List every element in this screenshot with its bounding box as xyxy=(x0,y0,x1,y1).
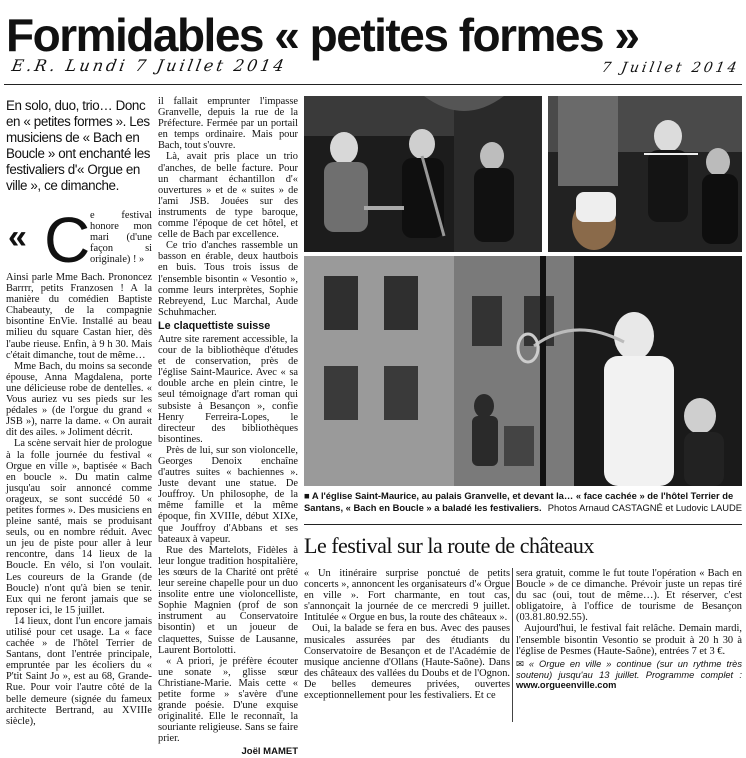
promo-text: « Orgue en ville » continue (sur un rythme très soutenu) jusqu'au 13 juillet. Programme complet : xyxy=(516,658,743,680)
column-4 xyxy=(516,568,742,691)
col3-paragraph: Oui, la balade se fera en bus. Avec des pauses musicales assurées par des étudiants du Conservatoire de Besançon et de l'Académie de musique ancienne d'Ollans (Haute-Saône). Dans des châteaux des vallées du Doubs et de l'Ognon. De belles demeures privées, ouvertes exceptionnellement pour les festivaliers. Et ce xyxy=(304,623,510,702)
col3-paragraph: « Un itinéraire surprise ponctué de petits concerts », annoncent les organisateurs d'« Orgue en ville ». Fort charmante, en tout cas, s'annonçait la journée de ce mercredi 9 juillet. Intitulée « Orgue en bus, la route des châteaux ». xyxy=(304,568,510,624)
photo-cello-duo xyxy=(548,96,742,252)
col1-paragraph: La scène servait hier de prologue à la folle journée du festival « Orgue en ville », baptisée « Bach en boucle ». Du matin calme jusqu'au soir annoncé comme orageux, se sont succédé 50 « petites formes ». Des musiciens en pleine santé, mais se produisant seuls, ou en nombre réduit. Avec un jeu de piste pour aller à leur rencontre, dans 14 lieux de la Boucle. En vélo, si l'on voulait. Les coureurs de la Grande (de Boucle) n'ont qu'à bien se tenir. Eux qui ne feront jamais que se reposer ici, le 15 juillet. xyxy=(6,438,152,616)
col2-paragraph: Là, avait pris place un trio d'anches, de belle facture. Pour un charmant échantillon d'« ouvertures » et de « suites » de l'ami JSB. Jouées sur des instruments de type baroque, comme l'époque de cet hôtel, et celle de Bach par excellence. xyxy=(158,151,298,241)
handwritten-date-left: E.R. Lundi 7 Juillet 2014 xyxy=(10,56,289,75)
section-rule xyxy=(304,524,742,525)
col1-paragraph: Ainsi parle Mme Bach. Prononcez Barrrr, petits Franzosen ! A la manière du comédien Baptiste Chabeauty, de la compagnie bisontine EnVie. Installé au beau milieu du square Castan hier, dès l'aube rieuse. Enfin, à 9 h 30. Mais c'était dimanche, tout de même… xyxy=(6,272,152,361)
column-3 xyxy=(304,568,510,701)
column-divider xyxy=(512,568,513,722)
col1-paragraph: Mme Bach, du moins sa seconde épouse, Anna Magdalena, porte une délicieuse robe de dentelles. « Vous auriez vu ses pieds sur les pédales » (de l'orgue du grand « JSB »), narre la dame. « On aurait dit des ailes. » Joliment décrit. xyxy=(6,360,152,439)
photo-courtyard-horn xyxy=(304,256,742,486)
headline: Formidables « petites formes » xyxy=(6,9,639,61)
author-signature: Joël MAMET xyxy=(241,746,298,758)
col2-paragraph: il fallait emprunter l'impasse Granvelle, depuis la rue de la Préfecture. Fermée par un portail en temps ordinaire. Mais pour Bach, tout s'ouvre. xyxy=(158,96,298,152)
column-2 xyxy=(158,96,298,758)
intro-deck xyxy=(6,98,152,194)
intro-text: En solo, duo, trio… Donc en « petites formes ». Les musiciens de « Bach en Boucle » ont enchanté les festivaliers d'« Orgue en ville », ce dimanche. xyxy=(6,98,151,193)
col2-paragraph: Autre site rarement accessible, la cour de la bibliothèque d'études et de conservation, près de l'église Saint-Maurice. Avec « sa double arche en plein cintre, le seul témoignage d'art roman qui subsiste à Besançon », confie Henry Ferreira-Lopes, le directeur des bibliothèques bisontines. xyxy=(158,333,298,445)
open-quote-mark: « xyxy=(8,218,27,256)
column-1 xyxy=(6,272,152,727)
secondary-headline: Le festival sur la route de châteaux xyxy=(304,533,594,558)
drop-cap: C xyxy=(44,204,91,276)
section-subhead: Le claquettiste suisse xyxy=(158,319,271,332)
handwritten-date-right: 7 Juillet 2014 xyxy=(600,60,741,76)
top-rule xyxy=(4,84,742,85)
col4-paragraph: Aujourd'hui, le festival fait relâche. Demain mardi, l'ensemble bisontin Vesontio se produit à 20 h 30 à l'église de Pesmes (Haute-Saône), entrées 7 et 3 €. xyxy=(516,623,742,657)
photo-trio-reeds xyxy=(304,96,542,252)
col2-paragraph: Ce trio d'anches rassemble un basson en érable, deux hautbois en buis. Tous trois issus de l'ensemble bisontin « Vesontio », comme leurs interprètes, Sophie Rebreyend, Luc Marchal, Aude Schuhmacher. xyxy=(158,240,298,318)
photo-caption xyxy=(304,490,742,513)
photo-credit: Photos Arnaud CASTAGNÉ et Ludovic LAUDE xyxy=(547,501,742,513)
col2-paragraph: « A priori, je préfère écouter une sonate », glisse sœur Christiane-Marie. Mais cette « petite forme » s'avère d'une grande poésie. D'une exquise originalité. Elle le reconnaît, la souriante religieuse. Sans se faire prier. xyxy=(158,655,298,745)
promo-icon: ✉ xyxy=(516,658,529,669)
quote-lead-text: e festival honore mon mari (d'une façon si originale) ! » xyxy=(90,210,152,266)
col4-paragraph: sera gratuit, comme le fut toute l'opération « Bach en Boucle » de ce dimanche. Prévoir juste un repas tiré du sac (oui, tout de même…). Et réserver, c'est obligatoire, à l'office de tourisme de Besançon (03.81.80.92.55). xyxy=(516,568,742,624)
promo-block xyxy=(516,659,742,691)
caption-text: ■ A l'église Saint-Maurice, au palais Granvelle, et devant la… « face cachée » de l'hôtel Terrier de Santans, « Bach en Boucle » a baladé les festivaliers. xyxy=(304,490,734,513)
col2-paragraph: Près de lui, sur son violoncelle, Georges Denoix enchaîne d'autres suites « bachiennes ». Juste devant une statue. De Jouffroy. Un philosophe, de la même famille et la même époque, fin XVIIIe, début XIXe, que Jouffroy d'Abbans et ses bateaux à vapeur. xyxy=(158,444,298,545)
col1-paragraph: 14 lieux, dont l'un encore jamais utilisé pour cet usage. La « face cachée » de l'hôtel Terrier de Santans, dont l'entrée principale, empruntée par les écoliers du « P'tit Saint Jo », est au 68, Grande-Rue. Pour voir l'autre côté de la belle demeure (signée du fameux architecte Bertrand, au XVIIIe siècle), xyxy=(6,615,152,727)
promo-url: www.orgueenville.com xyxy=(516,680,617,691)
col2-paragraph: Rue des Martelots, Fidèles à leur longue tradition hospitalière, les sœurs de la Charité ont prêté leur sereine chapelle pour un duo insolite entre une violoncelliste, Sophie Magnien (prof de son instrument au Conservatoire bisontin) et un joueur de claquettes, Suisse de Lausanne, Laurent Bortolotti. xyxy=(158,544,298,656)
